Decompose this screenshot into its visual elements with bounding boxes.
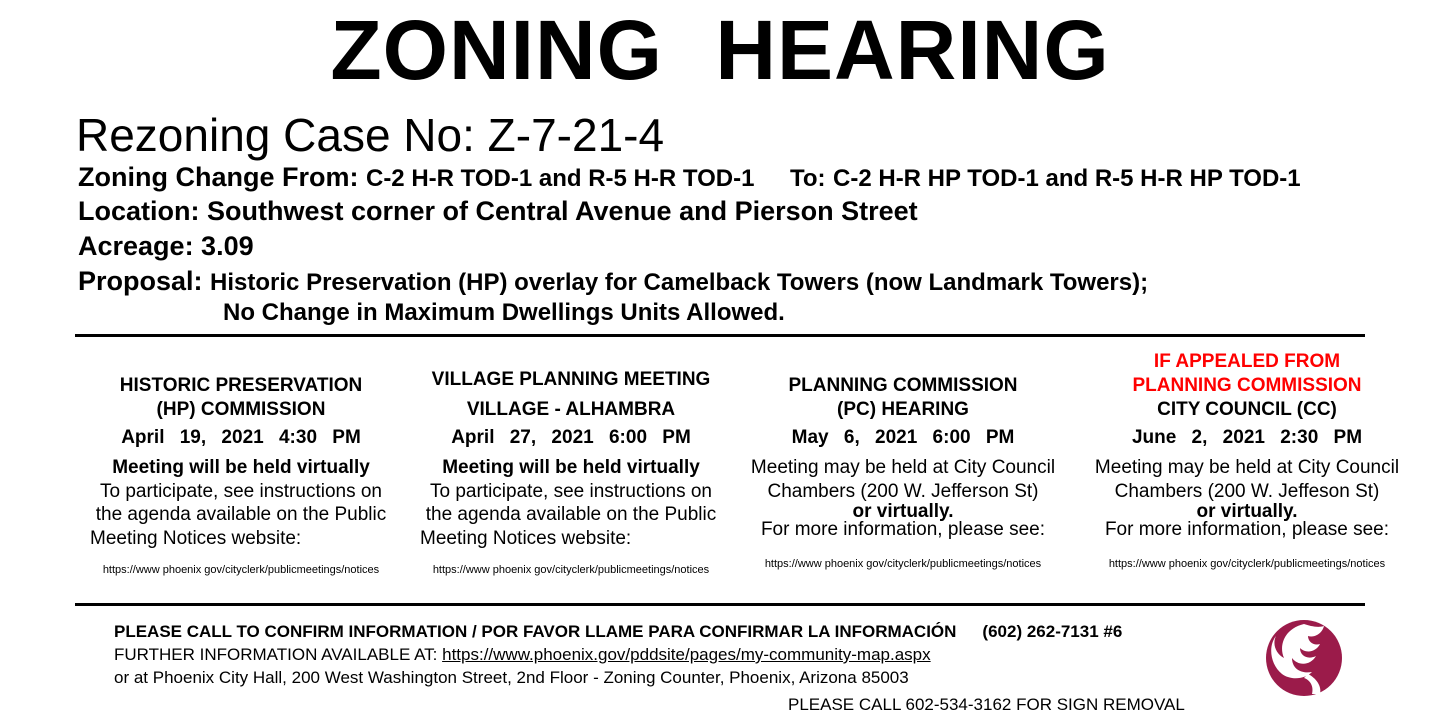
- meeting-detail-line: Meeting Notices website:: [420, 527, 632, 549]
- meeting-notices-link[interactable]: https://www phoenix gov/cityclerk/publicmeetings/notices: [432, 564, 710, 576]
- meeting-heading-line1: HISTORIC PRESERVATION: [119, 375, 363, 396]
- zoning-to-label: To:: [789, 165, 826, 192]
- meeting-detail-line: the agenda available on the Public: [95, 504, 387, 525]
- proposal-text-2: No Change in Maximum Dwellings Units Allowed.: [223, 299, 785, 326]
- zoning-change-label: Zoning Change From:: [78, 162, 359, 192]
- divider-bottom: [75, 603, 1365, 606]
- meeting-heading: [418, 348, 724, 432]
- meeting-planning-commission: [740, 348, 1066, 570]
- meeting-hp-commission: [88, 348, 394, 576]
- proposal-line: [78, 265, 1148, 299]
- meeting-heading-line1: PLANNING COMMISSION: [788, 375, 1018, 396]
- meeting-detail-line: Meeting may be held at City Council: [750, 457, 1056, 478]
- confirm-text: PLEASE CALL TO CONFIRM INFORMATION / POR FAVOR LLAME PARA CONFIRMAR LA INFORMACIÓN: [114, 622, 957, 641]
- meeting-virtual-note: Meeting will be held virtually: [112, 457, 370, 478]
- meeting-virtual-note: Meeting will be held virtually: [442, 457, 700, 478]
- further-info-label: FURTHER INFORMATION AVAILABLE AT:: [114, 645, 438, 664]
- meeting-heading-line2: (PC) HEARING: [837, 399, 969, 420]
- zoning-to: C-2 H-R HP TOD-1 and R-5 H-R HP TOD-1: [833, 165, 1301, 192]
- meeting-date: June 2, 2021 2:30 PM: [1131, 427, 1363, 448]
- meeting-virtual-note: or virtually.: [1196, 501, 1298, 522]
- meeting-details: [88, 456, 394, 550]
- page-title: ZONING HEARING: [330, 3, 1110, 97]
- meeting-details: [418, 456, 724, 550]
- community-map-link[interactable]: https://www.phoenix.gov/pddsite/pages/my-community-map.aspx: [442, 645, 931, 664]
- further-info-line: [114, 645, 931, 665]
- proposal-text: Historic Preservation (HP) overlay for Camelback Towers (now Landmark Towers);: [210, 269, 1149, 296]
- confirm-line: [114, 622, 1122, 642]
- meeting-detail-line: Chambers (200 W. Jefferson St): [767, 480, 1039, 502]
- meeting-detail-line: To participate, see instructions on: [100, 480, 382, 502]
- meeting-detail-line: Meeting may be held at City Council: [1094, 457, 1400, 478]
- meeting-heading-line1: VILLAGE PLANNING MEETING: [431, 369, 711, 390]
- sign-removal-line: PLEASE CALL 602-534-3162 FOR SIGN REMOVAL: [788, 695, 1185, 714]
- meeting-heading-line2: (HP) COMMISSION: [156, 399, 326, 420]
- meeting-heading-line1: CITY COUNCIL (CC): [1157, 399, 1337, 420]
- meeting-details: [1082, 456, 1412, 540]
- meeting-notices-link[interactable]: https://www phoenix gov/cityclerk/publicmeetings/notices: [102, 564, 380, 576]
- meeting-notices-link[interactable]: https://www phoenix gov/cityclerk/publicmeetings/notices: [764, 558, 1042, 570]
- meeting-heading: [740, 348, 1066, 432]
- meeting-details: [740, 456, 1066, 540]
- meeting-heading: [1082, 348, 1412, 432]
- meeting-heading-line2: VILLAGE - ALHAMBRA: [466, 399, 676, 420]
- meeting-virtual-note: or virtually.: [852, 501, 954, 522]
- divider-top: [75, 334, 1365, 337]
- meeting-date: May 6, 2021 6:00 PM: [791, 427, 1015, 448]
- appeal-note: IF APPEALED FROM: [1153, 351, 1341, 372]
- meeting-notices-link[interactable]: https://www phoenix gov/cityclerk/publicmeetings/notices: [1108, 558, 1386, 570]
- case-number: Rezoning Case No: Z-7-21-4: [76, 109, 665, 161]
- meeting-village-planning: [418, 348, 724, 576]
- zoning-from: C-2 H-R TOD-1 and R-5 H-R TOD-1: [365, 165, 755, 192]
- meeting-date: April 19, 2021 4:30 PM: [121, 427, 361, 448]
- meeting-detail-line: the agenda available on the Public: [425, 504, 717, 525]
- meeting-detail-line: For more information, please see:: [760, 519, 1046, 540]
- meeting-detail-line: Meeting Notices website:: [90, 527, 302, 549]
- meeting-city-council: [1082, 348, 1412, 570]
- meeting-detail-line: To participate, see instructions on: [430, 480, 712, 502]
- phoenix-bird-logo-icon: [1264, 614, 1344, 698]
- meeting-detail-line: Chambers (200 W. Jeffeson St): [1114, 480, 1380, 502]
- meeting-date: April 27, 2021 6:00 PM: [451, 427, 691, 448]
- confirm-phone: (602) 262-7131 #6: [982, 622, 1123, 641]
- acreage-line: Acreage: 3.09: [78, 231, 254, 261]
- city-hall-line: or at Phoenix City Hall, 200 West Washington Street, 2nd Floor - Zoning Counter, Phoenix, Arizona 85003: [114, 668, 909, 687]
- proposal-label: Proposal:: [78, 266, 203, 296]
- meeting-detail-line: For more information, please see:: [1104, 519, 1390, 540]
- appeal-note: PLANNING COMMISSION: [1132, 375, 1362, 396]
- meeting-heading: [88, 348, 394, 432]
- location-line: Location: Southwest corner of Central Avenue and Pierson Street: [78, 196, 918, 226]
- zoning-change-line: [78, 161, 1301, 195]
